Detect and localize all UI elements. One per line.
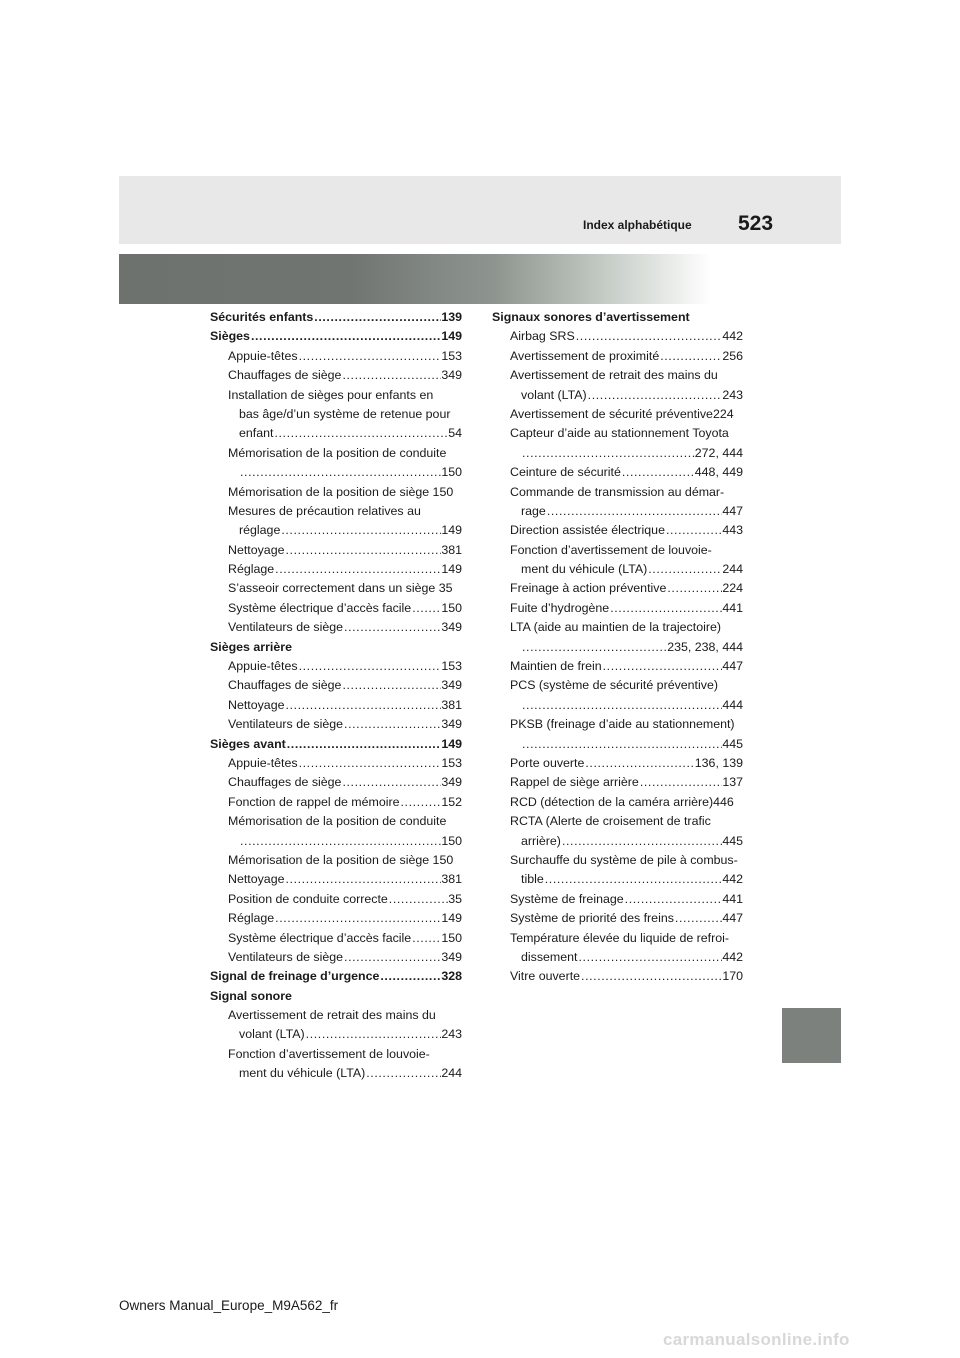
dot-leader (521, 735, 722, 754)
index-entry-page: 447 (722, 659, 743, 674)
index-entry (210, 579, 462, 598)
dot-leader (313, 308, 441, 327)
index-entry-text: Système de priorité des freins (510, 911, 674, 926)
index-entry (492, 618, 743, 637)
index-entry-text: Chauffages de siège (228, 678, 342, 693)
dot-leader (343, 715, 441, 734)
index-entry-text: Réglage (228, 911, 275, 926)
index-entry-page: 448, 449 (694, 465, 743, 480)
index-entry (210, 870, 462, 889)
index-entry-text: Nettoyage (228, 697, 285, 712)
index-entry-page: 35 (448, 891, 462, 906)
index-entry-page: 235, 238, 444 (667, 639, 743, 654)
index-entry-text: Position de conduite correcte (228, 891, 388, 906)
index-entry-text: Surchauffe du système de pile à combus- (510, 852, 738, 867)
dot-leader (546, 502, 723, 521)
index-column-left (210, 308, 462, 1084)
index-entry (492, 851, 743, 870)
index-entry-page: 149 (441, 523, 462, 538)
index-entry-page: 243 (722, 387, 743, 402)
index-entry-text: PKSB (freinage d’aide au stationnement) (510, 717, 735, 732)
dot-leader (647, 560, 722, 579)
index-entry-page: 442 (722, 872, 743, 887)
index-entry (492, 444, 743, 463)
dot-leader (284, 541, 441, 560)
index-entry-text: Système électrique d’accès facile (228, 930, 412, 945)
dot-leader (659, 347, 722, 366)
index-entry (492, 832, 743, 851)
index-entry-text: ment du véhicule (LTA) (239, 1066, 366, 1081)
index-entry (492, 541, 743, 560)
index-entry (492, 909, 743, 928)
dot-leader (521, 696, 722, 715)
index-entry (210, 599, 462, 618)
dot-leader (639, 773, 723, 792)
index-entry (210, 638, 462, 657)
index-entry-text: Température élevée du liquide de refroi- (510, 930, 730, 945)
index-entry-page: 442 (722, 949, 743, 964)
index-entry-page: 149 (441, 329, 462, 344)
index-entry (210, 560, 462, 579)
index-entry-text: Capteur d’aide au stationnement Toyota (510, 426, 729, 441)
index-entry-page: 349 (441, 949, 462, 964)
index-entry (210, 327, 462, 346)
index-entry-page: 381 (441, 697, 462, 712)
index-entry-page: 272, 444 (694, 445, 743, 460)
index-entry-page: 349 (441, 775, 462, 790)
index-entry-page: 149 (441, 562, 462, 577)
index-entry-page: 349 (441, 368, 462, 383)
index-entry (210, 735, 462, 754)
dot-leader (273, 424, 448, 443)
index-entry-text: Commande de transmission au démar- (510, 484, 725, 499)
footer-manual-id: Owners Manual_Europe_M9A562_fr (119, 1298, 339, 1313)
index-entry-page: 349 (441, 620, 462, 635)
index-entry (492, 502, 743, 521)
index-entry-page: 137 (722, 775, 743, 790)
index-entry-page: 153 (441, 755, 462, 770)
index-entry (210, 1025, 462, 1044)
index-entry-text: volant (LTA) (521, 387, 587, 402)
index-entry (210, 405, 462, 424)
index-entry-text: PCS (système de sécurité préventive) (510, 678, 718, 693)
dot-leader (284, 696, 441, 715)
dot-leader (343, 618, 441, 637)
index-entry (492, 483, 743, 502)
index-entry (492, 424, 743, 443)
index-column-right (492, 308, 743, 987)
dot-leader (343, 948, 441, 967)
index-entry-text: Mémorisation de la position de siège 150 (228, 852, 454, 867)
dot-leader (274, 909, 441, 928)
index-entry-page: 152 (441, 794, 462, 809)
index-entry (210, 793, 462, 812)
dot-leader (577, 948, 722, 967)
index-entry-text: Rappel de siège arrière (510, 775, 639, 790)
index-entry (210, 987, 462, 1006)
index-entry (492, 929, 743, 948)
dot-leader (561, 832, 722, 851)
dot-leader (341, 773, 441, 792)
dot-leader (411, 599, 441, 618)
dot-leader (341, 366, 441, 385)
index-entry-text: Chauffages de siège (228, 368, 342, 383)
index-entry (492, 793, 743, 812)
index-entry-text: volant (LTA) (239, 1027, 305, 1042)
index-entry-page: 445 (722, 736, 743, 751)
index-entry (492, 735, 743, 754)
index-entry-text: Réglage (228, 562, 275, 577)
index-entry-text: enfant (239, 426, 274, 441)
index-entry-page: 349 (441, 717, 462, 732)
index-entry-page: 170 (722, 969, 743, 984)
index-entry (210, 541, 462, 560)
index-entry (210, 754, 462, 773)
index-entry-page: 244 (441, 1066, 462, 1081)
index-entry (492, 812, 743, 831)
index-entry (210, 909, 462, 928)
index-entry (210, 618, 462, 637)
index-entry (492, 327, 743, 346)
index-entry-text: bas âge/d’un système de retenue pour (239, 406, 451, 421)
index-entry-text: réglage (239, 523, 281, 538)
index-entry (210, 696, 462, 715)
index-entry (210, 967, 462, 986)
index-entry (492, 308, 743, 327)
index-entry (210, 463, 462, 482)
index-entry-text: Avertissement de sécurité préventive224 (510, 406, 734, 421)
index-entry (492, 599, 743, 618)
index-entry-text: Fonction d’avertissement de louvoie- (510, 542, 712, 557)
dot-leader (341, 676, 441, 695)
index-entry (210, 773, 462, 792)
index-entry-text: Mesures de précaution relatives au (228, 503, 421, 518)
index-entry (210, 890, 462, 909)
index-entry-text: Airbag SRS (510, 329, 575, 344)
dot-leader (575, 327, 723, 346)
index-entry-text: Signal sonore (210, 988, 292, 1003)
index-entry-page: 447 (722, 911, 743, 926)
index-entry-page: 139 (441, 310, 462, 324)
index-entry-text: Avertissement de retrait des mains du (228, 1008, 436, 1023)
index-entry (492, 560, 743, 579)
index-entry-page: 54 (448, 426, 462, 441)
index-entry (210, 386, 462, 405)
index-entry (492, 696, 743, 715)
index-entry-text: LTA (aide au maintien de la trajectoire) (510, 620, 721, 635)
index-entry-text: Direction assistée électrique (510, 523, 665, 538)
dot-leader (587, 386, 723, 405)
dot-leader (621, 463, 695, 482)
watermark: carmanualsonline.info (663, 1330, 850, 1349)
index-entry-text: Ventilateurs de siège (228, 717, 344, 732)
index-entry-text: Mémorisation de la position de conduite (228, 814, 447, 829)
index-entry-page: 443 (722, 523, 743, 538)
index-entry-page: 328 (441, 969, 462, 984)
dot-leader (250, 327, 441, 346)
index-entry (492, 366, 743, 385)
index-entry (492, 948, 743, 967)
index-entry (492, 386, 743, 405)
dot-leader (521, 444, 695, 463)
index-entry-text: Avertissement de proximité (510, 348, 660, 363)
dot-leader (284, 870, 441, 889)
index-entry-text: Maintien de frein (510, 659, 602, 674)
dot-leader (624, 890, 723, 909)
index-entry (210, 308, 462, 327)
index-entry-page: 349 (441, 678, 462, 693)
index-entry-text: Système électrique d’accès facile (228, 600, 412, 615)
index-entry-page: 150 (441, 930, 462, 945)
index-entry-text: Nettoyage (228, 542, 285, 557)
index-entry (492, 870, 743, 889)
index-entry (210, 347, 462, 366)
index-entry-page: 444 (722, 697, 743, 712)
index-entry-text: Ceinture de sécurité (510, 465, 621, 480)
index-entry-text: Appuie-têtes (228, 348, 298, 363)
index-entry-text: ment du véhicule (LTA) (521, 562, 648, 577)
dot-leader (602, 657, 723, 676)
index-entry (210, 676, 462, 695)
index-entry-text: Sièges avant (210, 736, 286, 751)
index-entry-page: 153 (441, 348, 462, 363)
index-entry (210, 502, 462, 521)
index-entry-text: Appuie-têtes (228, 755, 298, 770)
index-entry-text: RCTA (Alerte de croisement de trafic (510, 814, 711, 829)
index-entry-text: Signaux sonores d’avertissement (492, 310, 690, 324)
index-entry-page: 150 (441, 600, 462, 615)
index-entry-text: Sécurités enfants (210, 310, 314, 324)
index-entry-page: 150 (441, 465, 462, 480)
index-entry-page: 447 (722, 503, 743, 518)
dot-leader (379, 967, 441, 986)
dot-leader (400, 793, 442, 812)
index-entry-page: 441 (722, 891, 743, 906)
index-entry-page: 150 (441, 833, 462, 848)
index-entry-text: rage (521, 503, 546, 518)
index-entry-text: Fonction de rappel de mémoire (228, 794, 400, 809)
index-entry (210, 715, 462, 734)
index-entry (210, 657, 462, 676)
index-entry (210, 851, 462, 870)
index-entry (210, 521, 462, 540)
index-entry (492, 347, 743, 366)
dot-leader (521, 638, 667, 657)
index-entry-page: 442 (722, 329, 743, 344)
header-band (119, 176, 841, 244)
section-title: Index alphabétique (583, 218, 692, 232)
side-index-tab (782, 1008, 841, 1063)
dot-leader (365, 1064, 441, 1083)
index-entry-page: 445 (722, 833, 743, 848)
index-entry-text: Porte ouverte (510, 755, 585, 770)
index-entry-text: Nettoyage (228, 872, 285, 887)
index-entry-text: Ventilateurs de siège (228, 620, 344, 635)
index-entry-text: Sièges (210, 329, 250, 344)
index-entry (492, 967, 743, 986)
index-entry-text: Ventilateurs de siège (228, 949, 344, 964)
dot-leader (239, 832, 441, 851)
index-entry (492, 715, 743, 734)
index-entry (492, 521, 743, 540)
index-entry-text: arrière) (521, 833, 561, 848)
gradient-bar (119, 254, 841, 304)
dot-leader (665, 521, 722, 540)
index-entry-page: 224 (722, 581, 743, 596)
index-entry (492, 657, 743, 676)
dot-leader (286, 735, 442, 754)
index-entry (492, 754, 743, 773)
dot-leader (274, 560, 441, 579)
index-entry (210, 1045, 462, 1064)
index-entry-text: Freinage à action préventive (510, 581, 667, 596)
index-entry-page: 136, 139 (694, 755, 743, 770)
dot-leader (584, 754, 694, 773)
index-entry-text: S’asseoir correctement dans un siège 35 (228, 581, 453, 596)
index-entry (210, 948, 462, 967)
index-entry (492, 405, 743, 424)
index-entry-text: Fuite d’hydrogène (510, 600, 610, 615)
index-entry (210, 424, 462, 443)
index-entry (210, 1006, 462, 1025)
index-entry-text: Mémorisation de la position de siège 150 (228, 484, 454, 499)
index-entry (210, 832, 462, 851)
index-entry-page: 244 (722, 562, 743, 577)
index-entry (492, 890, 743, 909)
dot-leader (609, 599, 722, 618)
index-entry-text: Installation de sièges pour enfants en (228, 387, 434, 402)
dot-leader (666, 579, 722, 598)
dot-leader (298, 754, 442, 773)
index-entry-text: Vitre ouverte (510, 969, 581, 984)
index-entry-page: 381 (441, 542, 462, 557)
dot-leader (280, 521, 441, 540)
dot-leader (305, 1025, 442, 1044)
index-entry (210, 812, 462, 831)
index-entry-page: 243 (441, 1027, 462, 1042)
index-entry-text: Mémorisation de la position de conduite (228, 445, 447, 460)
dot-leader (388, 890, 448, 909)
index-entry-page: 149 (441, 911, 462, 926)
index-entry (210, 366, 462, 385)
index-entry (492, 579, 743, 598)
index-entry (492, 676, 743, 695)
index-entry-page: 381 (441, 872, 462, 887)
index-entry-text: Système de freinage (510, 891, 624, 906)
index-entry-text: dissement (521, 949, 578, 964)
index-entry-text: Sièges arrière (210, 639, 292, 654)
index-entry-text: Avertissement de retrait des mains du (510, 368, 718, 383)
index-entry-text: tible (521, 872, 544, 887)
dot-leader (580, 967, 722, 986)
index-entry-page: 256 (722, 348, 743, 363)
index-entry-text: Appuie-têtes (228, 659, 298, 674)
index-entry (210, 929, 462, 948)
index-entry (492, 773, 743, 792)
dot-leader (674, 909, 722, 928)
dot-leader (239, 463, 441, 482)
dot-leader (411, 929, 441, 948)
index-entry-text: Fonction d’avertissement de louvoie- (228, 1046, 430, 1061)
index-entry-page: 153 (441, 659, 462, 674)
index-entry (492, 463, 743, 482)
index-entry-text: Signal de freinage d’urgence (210, 969, 380, 984)
index-entry-page: 441 (722, 600, 743, 615)
index-entry-text: RCD (détection de la caméra arrière)446 (510, 794, 734, 809)
index-entry (492, 638, 743, 657)
index-entry (210, 1064, 462, 1083)
index-entry-page: 149 (441, 736, 462, 751)
dot-leader (298, 657, 442, 676)
dot-leader (298, 347, 442, 366)
dot-leader (544, 870, 723, 889)
index-entry (210, 483, 462, 502)
page-number: 523 (738, 212, 774, 235)
index-entry (210, 444, 462, 463)
index-entry-text: Chauffages de siège (228, 775, 342, 790)
